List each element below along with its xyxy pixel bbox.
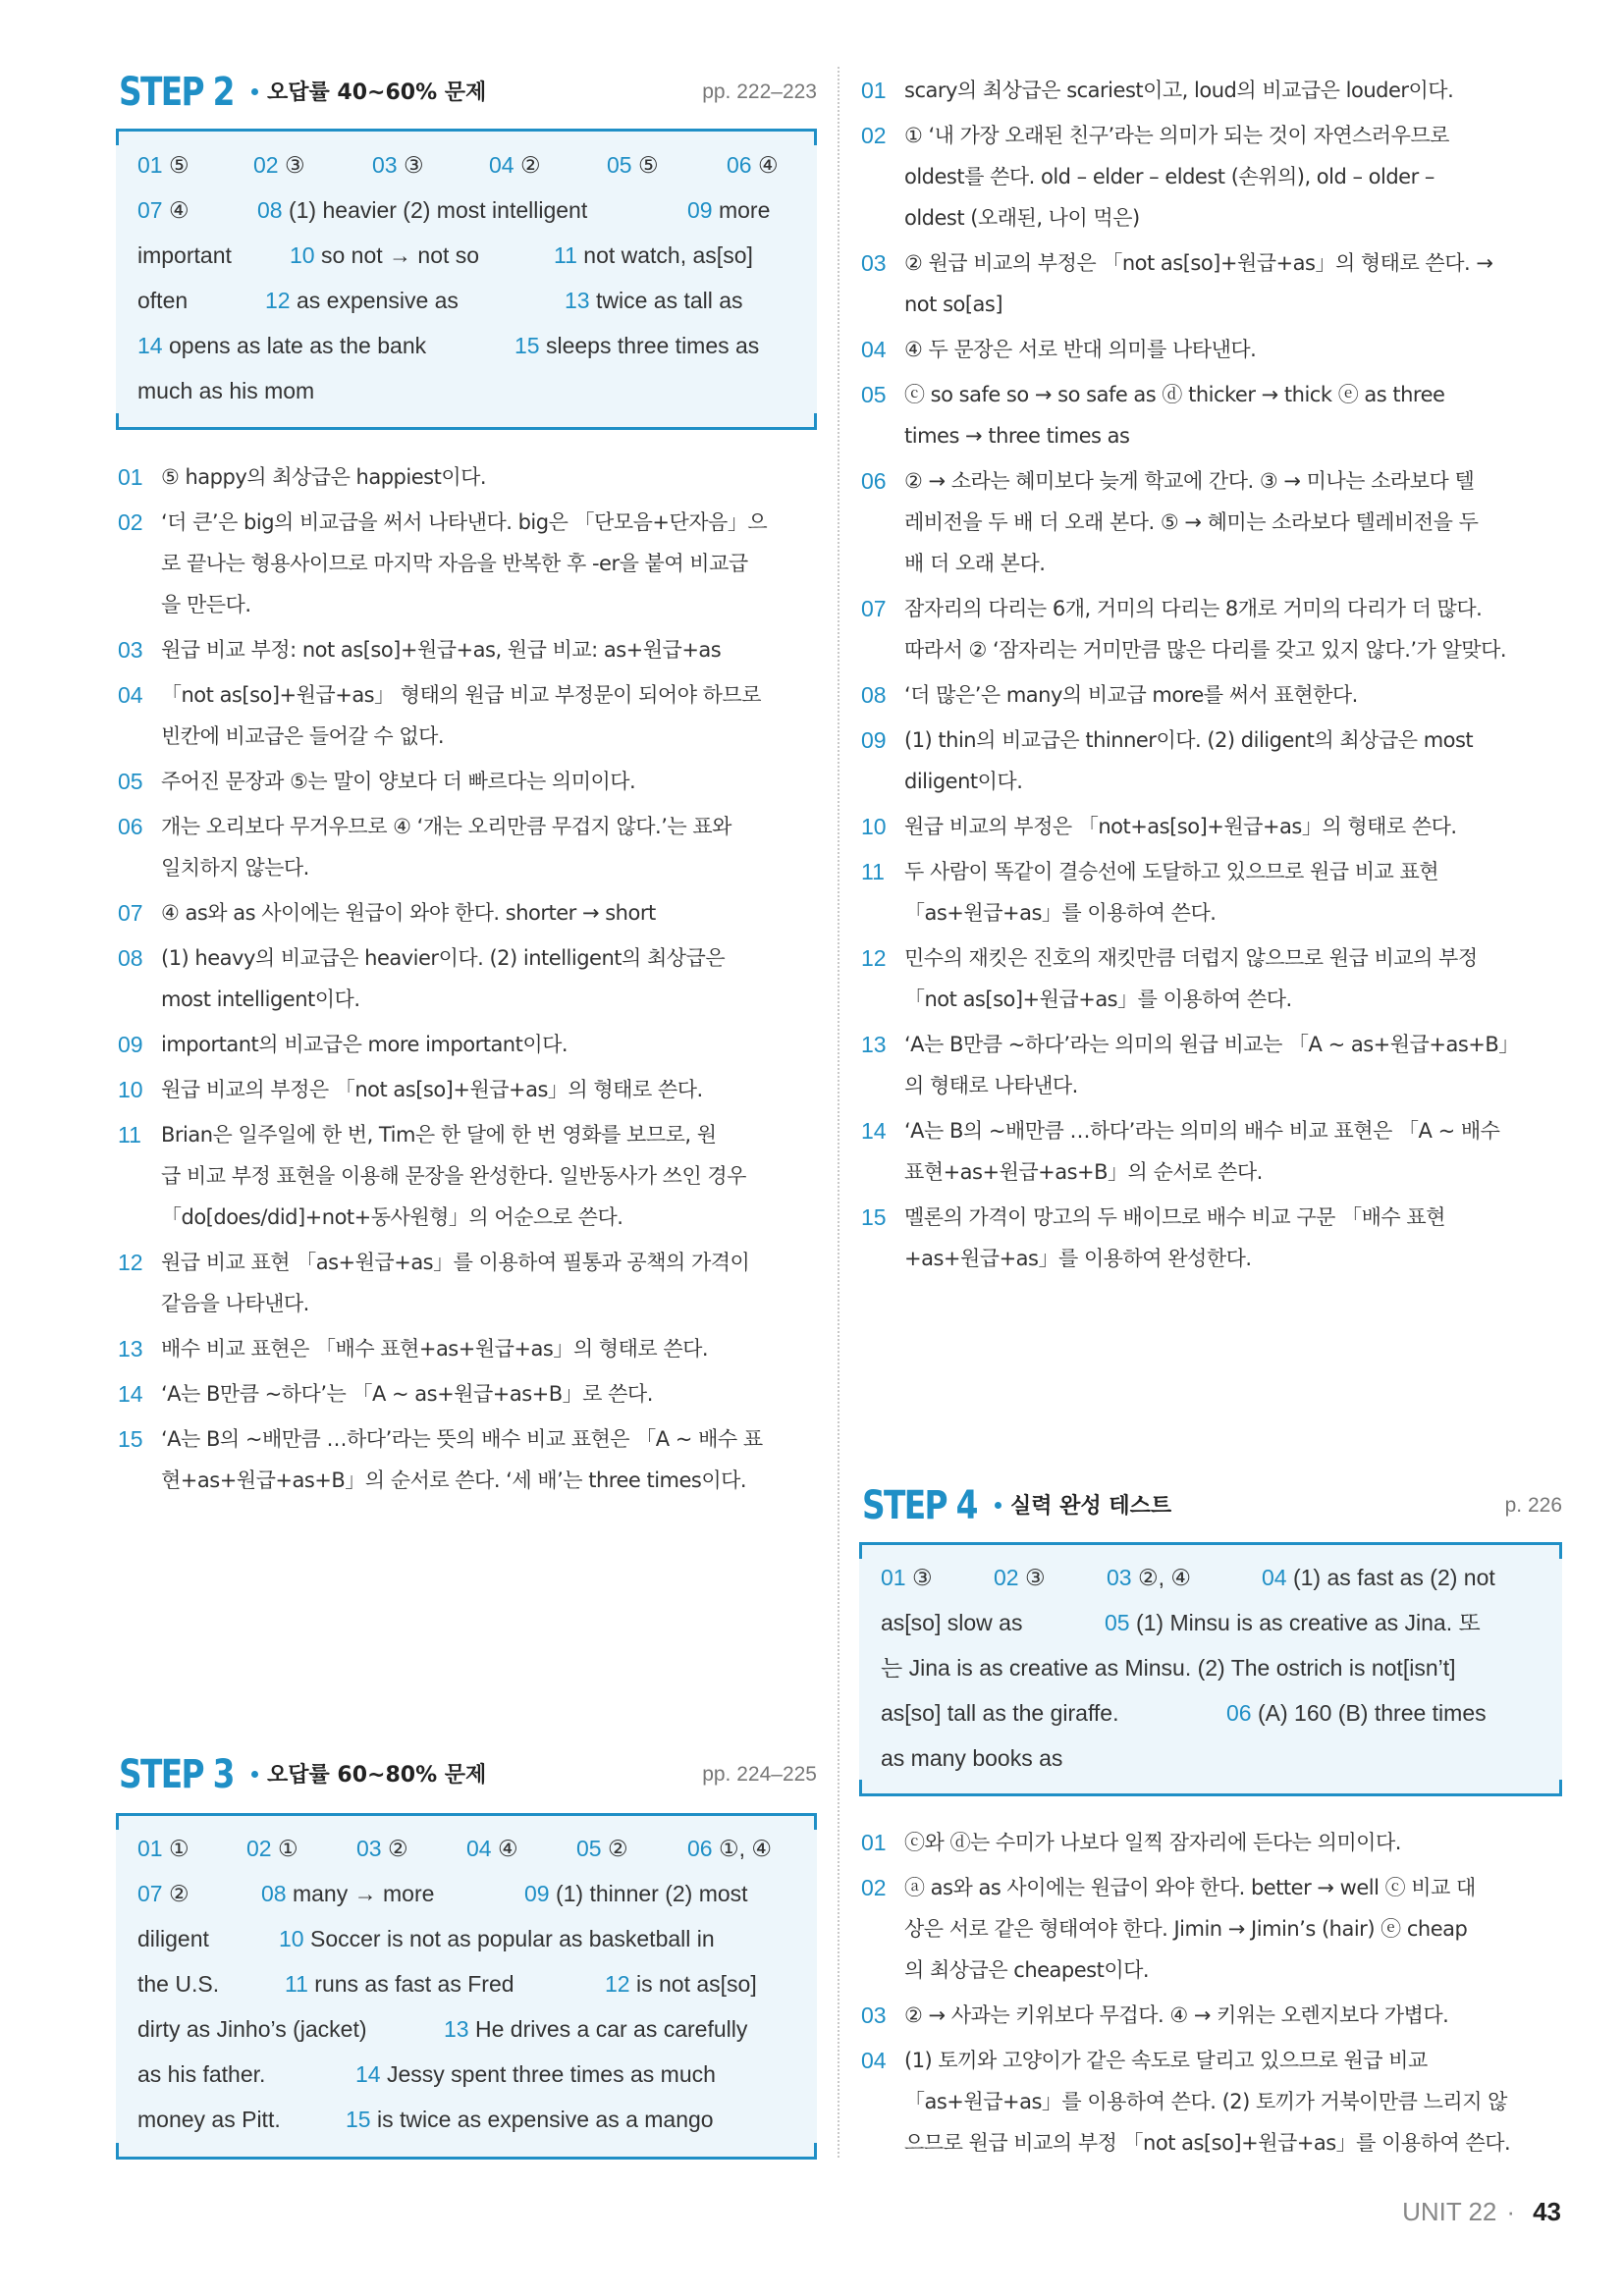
- answer-line: [881, 1690, 1541, 1735]
- explanation-item: [859, 374, 1562, 456]
- explanation-text: [161, 1024, 817, 1065]
- answer-item: 04 ④: [466, 1836, 518, 1861]
- explanation-item: [116, 1418, 817, 1501]
- explanation-number: 02: [861, 1875, 887, 1900]
- explanation-item: [859, 674, 1562, 716]
- explanation-text: [161, 1114, 817, 1238]
- explanation-line: ⓐ as와 as 사이에는 원급이 와야 한다. better → well ⓒ 비교 대: [904, 1876, 1476, 1899]
- explanation-line: diligent이다.: [904, 770, 1023, 793]
- explanation-text: [161, 1069, 817, 1110]
- explanation-line: Brian은 일주일에 한 번, Tim은 한 달에 한 번 영화를 보므로, 원: [161, 1123, 717, 1147]
- answer-line: [137, 187, 795, 233]
- explanation-line: 급 비교 부정 표현을 이용해 문장을 완성한다. 일반동사가 쓰인 경우: [161, 1164, 746, 1188]
- answer-item: 01 ①: [137, 1836, 189, 1861]
- answer-item: as many books as: [881, 1745, 1063, 1771]
- explanation-item: [859, 70, 1562, 111]
- explanation-line: ‘더 많은’은 many의 비교급 more를 써서 표현한다.: [904, 683, 1358, 707]
- explanation-item: [859, 1110, 1562, 1193]
- unit-label: UNIT 22: [1402, 2197, 1497, 2226]
- answer-item: money as Pitt.: [137, 2107, 281, 2132]
- answer-item: 03 ②: [356, 1836, 408, 1861]
- explanation-text: [904, 588, 1562, 670]
- explanation-line: 상은 서로 같은 형태여야 한다. Jimin → Jimin’s (hair) ⓔ cheap: [904, 1917, 1468, 1941]
- answer-item: 11 runs as fast as Fred: [285, 1971, 514, 1997]
- explanation-number: 15: [861, 1204, 887, 1230]
- step3-title: STEP 3: [119, 1752, 234, 1797]
- explanation-number: 07: [861, 596, 887, 621]
- explanation-number: 02: [861, 123, 887, 148]
- step2-pages: pp. 222–223: [702, 80, 817, 103]
- answer-item: 03 ③: [372, 152, 424, 178]
- explanation-item: [859, 2040, 1562, 2163]
- answer-item: 는 Jina is as creative as Minsu. (2) The ostrich is not[isn’t]: [881, 1655, 1456, 1681]
- explanation-line: ‘A는 B만큼 ~하다’라는 의미의 원급 비교는 「A ~ as+원급+as+B」: [904, 1033, 1519, 1056]
- step3-header: [116, 1749, 817, 1804]
- explanation-line: (1) heavy의 비교급은 heavier이다. (2) intelligent의 최상급은: [161, 946, 726, 970]
- answer-line: [881, 1555, 1541, 1600]
- explanation-text: [904, 1110, 1562, 1193]
- answer-line: [137, 2052, 795, 2097]
- explanation-line: 「do[does/did]+not+동사원형」의 어순으로 쓴다.: [161, 1205, 623, 1229]
- explanation-line: 잠자리의 다리는 6개, 거미의 다리는 8개로 거미의 다리가 더 많다.: [904, 597, 1483, 620]
- explanation-item: [859, 720, 1562, 802]
- step4-pages: p. 226: [1504, 1494, 1562, 1517]
- explanation-number: 12: [861, 945, 887, 971]
- step3-answer-box: [116, 1813, 817, 2160]
- answer-line: [137, 1916, 795, 1961]
- explanation-number: 14: [118, 1381, 143, 1407]
- explanation-line: 따라서 ② ‘잠자리는 거미만큼 많은 다리를 갖고 있지 않다.’가 알맞다.: [904, 638, 1507, 662]
- step2-header: [116, 67, 817, 122]
- explanation-line: 원급 비교의 부정은 「not+as[so]+원급+as」의 형태로 쓴다.: [904, 815, 1457, 838]
- explanation-line: 「as+원급+as」를 이용하여 쓴다.: [904, 901, 1217, 925]
- explanation-item: [859, 588, 1562, 670]
- explanation-line: 빈칸에 비교급은 들어갈 수 없다.: [161, 724, 445, 748]
- answer-line: [137, 142, 795, 187]
- answer-item: 05 ②: [576, 1836, 628, 1861]
- explanation-text: [904, 329, 1562, 370]
- step4-subtitle: 실력 완성 테스트: [1010, 1494, 1172, 1519]
- answer-line: [137, 1826, 795, 1871]
- answer-item: important: [137, 242, 232, 268]
- explanation-line: ⓒ와 ⓓ는 수미가 나보다 일찍 잠자리에 든다는 의미이다.: [904, 1831, 1401, 1854]
- answer-item: 12 as expensive as: [265, 288, 459, 313]
- explanation-number: 07: [118, 900, 143, 926]
- explanation-text: [904, 460, 1562, 584]
- explanation-line: 두 사람이 똑같이 결승선에 도달하고 있으므로 원급 비교 표현: [904, 860, 1439, 883]
- explanation-line: 원급 비교의 부정은 「not as[so]+원급+as」의 형태로 쓴다.: [161, 1078, 703, 1101]
- explanation-number: 03: [861, 2002, 887, 2028]
- explanation-number: 13: [118, 1336, 143, 1362]
- explanation-line: 의 최상급은 cheapest이다.: [904, 1958, 1150, 1982]
- answer-item: 12 is not as[so]: [605, 1971, 757, 1997]
- answer-item: 02 ③: [253, 152, 305, 178]
- explanation-line: oldest (오래된, 나이 먹은): [904, 206, 1140, 230]
- explanation-text: [161, 1373, 817, 1415]
- explanation-line: ② → 사과는 키위보다 무겁다. ④ → 키위는 오렌지보다 가볍다.: [904, 2003, 1449, 2027]
- step4-header: [859, 1480, 1562, 1535]
- answer-item: much as his mom: [137, 378, 315, 403]
- page-footer: [1402, 2197, 1561, 2227]
- explanation-text: [161, 629, 817, 670]
- explanation-line: 「not as[so]+원급+as」 형태의 원급 비교 부정문이 되어야 하므로: [161, 683, 762, 707]
- explanation-line: not so[as]: [904, 293, 1003, 316]
- answer-line: [881, 1600, 1541, 1645]
- answer-item: 13 He drives a car as carefully: [444, 2016, 748, 2042]
- answer-item: 11 not watch, as[so]: [554, 242, 753, 268]
- explanation-item: [859, 851, 1562, 934]
- explanation-line: oldest를 쓴다. old – elder – eldest (손위의), old – older –: [904, 165, 1435, 188]
- explanation-line: 으므로 원급 비교의 부정 「not as[so]+원급+as」를 이용하여 쓴다.: [904, 2131, 1511, 2155]
- explanation-number: 11: [861, 859, 885, 884]
- answer-item: as[so] slow as: [881, 1610, 1023, 1635]
- explanation-text: [904, 720, 1562, 802]
- answer-item: 13 twice as tall as: [565, 288, 743, 313]
- explanation-item: [116, 937, 817, 1020]
- explanation-number: 08: [118, 945, 143, 971]
- explanation-line: 원급 비교 부정: not as[so]+원급+as, 원급 비교: as+원급+as: [161, 638, 722, 662]
- explanation-line: 로 끝나는 형용사이므로 마지막 자음을 반복한 후 -er을 붙여 비교급: [161, 552, 748, 575]
- explanation-line: (1) 토끼와 고양이가 같은 속도로 달리고 있으므로 원급 비교: [904, 2049, 1428, 2072]
- explanation-line: 원급 비교 표현 「as+원급+as」를 이용하여 필통과 공책의 가격이: [161, 1251, 750, 1274]
- explanation-item: [116, 1024, 817, 1065]
- explanation-text: [904, 1024, 1562, 1106]
- explanation-item: [116, 629, 817, 670]
- answer-item: 15 sleeps three times as: [514, 333, 760, 358]
- step3-pages: pp. 224–225: [702, 1763, 817, 1786]
- explanation-line: ‘A는 B만큼 ~하다’는 「A ~ as+원급+as+B」로 쓴다.: [161, 1382, 653, 1406]
- explanation-text: [161, 1418, 817, 1501]
- explanation-line: 을 만든다.: [161, 593, 251, 616]
- explanation-item: [116, 1242, 817, 1324]
- explanation-text: [904, 1995, 1562, 2036]
- explanation-text: [904, 851, 1562, 934]
- explanation-text: [161, 456, 817, 498]
- answer-line: [137, 233, 795, 278]
- answer-line: [137, 2097, 795, 2142]
- answer-line: [137, 323, 795, 368]
- answer-item: 14 opens as late as the bank: [137, 333, 427, 358]
- page-number: 43: [1533, 2197, 1561, 2226]
- answer-item: 01 ③: [881, 1565, 933, 1590]
- explanation-line: 레비전을 두 배 더 오래 본다. ⑤ → 혜미는 소라보다 텔레비전을 두: [904, 510, 1479, 534]
- explanation-line: ④ 두 문장은 서로 반대 의미를 나타낸다.: [904, 338, 1257, 361]
- answer-item: 05 ⑤: [607, 152, 659, 178]
- explanation-number: 04: [861, 337, 887, 362]
- step4-title: STEP 4: [862, 1483, 977, 1528]
- explanation-line: ‘A는 B의 ~배만큼 …하다’라는 뜻의 배수 비교 표현은 「A ~ 배수 표: [161, 1427, 763, 1451]
- explanation-item: [116, 1328, 817, 1369]
- explanation-line: important의 비교급은 more important이다.: [161, 1033, 568, 1056]
- explanation-line: ‘A는 B의 ~배만큼 …하다’라는 의미의 배수 비교 표현은 「A ~ 배수: [904, 1119, 1500, 1143]
- explanation-item: [116, 761, 817, 802]
- step2-answer-box: [116, 129, 817, 430]
- explanation-line: 일치하지 않는다.: [161, 856, 309, 880]
- explanation-text: [904, 674, 1562, 716]
- step3-subtitle: 오답률 60~80% 문제: [267, 1763, 487, 1788]
- explanation-item: [859, 1024, 1562, 1106]
- explanation-text: [904, 115, 1562, 239]
- answer-line: [881, 1735, 1541, 1781]
- explanation-item: [859, 115, 1562, 239]
- explanation-text: [904, 374, 1562, 456]
- explanation-text: [161, 806, 817, 888]
- answer-item: the U.S.: [137, 1971, 220, 1997]
- explanation-number: 01: [861, 78, 887, 103]
- answer-item: 06 ①, ④: [687, 1836, 773, 1861]
- explanation-line: ⓒ so safe so → so safe as ⓓ thicker → thick ⓔ as three: [904, 383, 1445, 406]
- answer-item: 10 so not → not so: [290, 242, 480, 268]
- explanation-line: 현+as+원급+as+B」의 순서로 쓴다. ‘세 배’는 three times이다.: [161, 1468, 747, 1492]
- explanation-line: 민수의 재킷은 진호의 재킷만큼 더럽지 않으므로 원급 비교의 부정: [904, 946, 1478, 970]
- explanation-number: 15: [118, 1426, 143, 1452]
- explanation-text: [161, 674, 817, 757]
- explanation-number: 13: [861, 1032, 887, 1057]
- explanation-item: [116, 674, 817, 757]
- explanation-item: [116, 806, 817, 888]
- answer-item: 07 ②: [137, 1881, 189, 1906]
- answer-item: 06 (A) 160 (B) three times: [1226, 1700, 1487, 1726]
- answer-item: 04 ②: [489, 152, 541, 178]
- answer-item: 02 ③: [994, 1565, 1046, 1590]
- answer-item: 09 (1) thinner (2) most: [524, 1881, 748, 1906]
- answer-item: 14 Jessy spent three times as much: [355, 2061, 716, 2087]
- explanation-item: [859, 1197, 1562, 1279]
- answer-item: diligent: [137, 1926, 209, 1951]
- explanation-text: [161, 761, 817, 802]
- explanation-line: 표현+as+원급+as+B」의 순서로 쓴다.: [904, 1160, 1263, 1184]
- explanation-text: [904, 806, 1562, 847]
- explanation-number: 01: [861, 1830, 887, 1855]
- explanation-text: [161, 1328, 817, 1369]
- explanation-number: 08: [861, 682, 887, 708]
- explanation-line: 배수 비교 표현은 「배수 표현+as+원급+as」의 형태로 쓴다.: [161, 1337, 709, 1361]
- explanation-item: [859, 1867, 1562, 1991]
- explanation-item: [116, 1373, 817, 1415]
- explanation-number: 05: [118, 769, 143, 794]
- explanation-number: 01: [118, 464, 143, 490]
- answer-item: 04 (1) as fast as (2) not: [1262, 1565, 1495, 1590]
- answer-item: 07 ④: [137, 197, 189, 223]
- explanation-item: [859, 806, 1562, 847]
- answer-item: 05 (1) Minsu is as creative as Jina. 또: [1105, 1610, 1481, 1635]
- explanation-item: [116, 1114, 817, 1238]
- explanation-line: ⑤ happy의 최상급은 happiest이다.: [161, 465, 487, 489]
- explanation-number: 03: [118, 637, 143, 663]
- explanation-line: +as+원급+as」를 이용하여 완성한다.: [904, 1247, 1252, 1270]
- explanation-line: ② 원급 비교의 부정은 「not as[so]+원급+as」의 형태로 쓴다. →: [904, 251, 1493, 275]
- answer-line: [881, 1645, 1541, 1690]
- explanation-item: [859, 937, 1562, 1020]
- bullet-dot-icon: [251, 1771, 258, 1778]
- step2-subtitle: 오답률 40~60% 문제: [267, 80, 487, 105]
- explanation-number: 06: [118, 814, 143, 839]
- explanation-item: [859, 1822, 1562, 1863]
- explanation-line: 주어진 문장과 ⑤는 말이 양보다 더 빠르다는 의미이다.: [161, 770, 636, 793]
- explanation-item: [859, 1995, 1562, 2036]
- explanation-text: [904, 242, 1562, 325]
- explanation-line: times → three times as: [904, 424, 1130, 448]
- explanation-line: ④ as와 as 사이에는 원급이 와야 한다. shorter → short: [161, 901, 656, 925]
- step4-answer-box: [859, 1542, 1562, 1796]
- explanation-number: 09: [861, 727, 887, 753]
- explanation-line: 같음을 나타낸다.: [161, 1292, 309, 1315]
- bullet-dot-icon: [995, 1502, 1001, 1509]
- explanation-line: ② → 소라는 혜미보다 늦게 학교에 간다. ③ → 미나는 소라보다 텔: [904, 469, 1475, 493]
- explanation-number: 04: [861, 2048, 887, 2073]
- explanation-line: 「not as[so]+원급+as」를 이용하여 쓴다.: [904, 988, 1292, 1011]
- explanation-number: 11: [118, 1122, 141, 1148]
- answer-item: 10 Soccer is not as popular as basketball in: [279, 1926, 715, 1951]
- explanation-item: [116, 502, 817, 625]
- explanation-item: [859, 242, 1562, 325]
- explanation-text: [904, 70, 1562, 111]
- explanation-line: ① ‘내 가장 오래된 친구’라는 의미가 되는 것이 자연스러우므로: [904, 124, 1449, 147]
- explanation-line: 개는 오리보다 무거우므로 ④ ‘개는 오리만큼 무겁지 않다.’는 표와: [161, 815, 731, 838]
- explanation-text: [161, 892, 817, 934]
- answer-item: 02 ①: [246, 1836, 298, 1861]
- answer-item: often: [137, 288, 189, 313]
- explanation-line: (1) thin의 비교급은 thinner이다. (2) diligent의 최상급은 most: [904, 728, 1474, 752]
- explanation-text: [904, 937, 1562, 1020]
- footer-separator: ·: [1506, 2197, 1516, 2226]
- explanation-item: [116, 456, 817, 498]
- explanation-item: [859, 329, 1562, 370]
- answer-item: 03 ②, ④: [1107, 1565, 1192, 1590]
- explanation-line: 멜론의 가격이 망고의 두 배이므로 배수 비교 구문 「배수 표현: [904, 1205, 1445, 1229]
- answer-item: as[so] tall as the giraffe.: [881, 1700, 1119, 1726]
- explanation-line: 「as+원급+as」를 이용하여 쓴다. (2) 토끼가 거북이만큼 느리지 않: [904, 2090, 1507, 2113]
- explanation-number: 06: [861, 468, 887, 494]
- explanation-number: 02: [118, 509, 143, 535]
- explanation-number: 03: [861, 250, 887, 276]
- explanation-line: 의 형태로 나타낸다.: [904, 1074, 1078, 1097]
- answer-line: [137, 368, 795, 413]
- answer-item: dirty as Jinho’s (jacket): [137, 2016, 367, 2042]
- answer-item: 01 ⑤: [137, 152, 189, 178]
- explanation-text: [161, 937, 817, 1020]
- explanation-text: [904, 1822, 1562, 1863]
- explanation-number: 05: [861, 382, 887, 407]
- explanation-text: [161, 1242, 817, 1324]
- explanation-item: [116, 892, 817, 934]
- explanation-line: 배 더 오래 본다.: [904, 552, 1046, 575]
- answer-item: 09 more: [687, 197, 771, 223]
- explanation-number: 10: [861, 814, 887, 839]
- explanation-number: 12: [118, 1250, 143, 1275]
- explanation-line: most intelligent이다.: [161, 988, 360, 1011]
- explanation-text: [161, 502, 817, 625]
- explanation-text: [904, 1867, 1562, 1991]
- explanation-item: [859, 460, 1562, 584]
- bullet-dot-icon: [251, 88, 258, 95]
- explanation-text: [904, 2040, 1562, 2163]
- answer-item: 08 (1) heavier (2) most intelligent: [257, 197, 588, 223]
- answer-item: 08 many → more: [261, 1881, 435, 1906]
- explanation-number: 09: [118, 1032, 143, 1057]
- explanation-text: [904, 1197, 1562, 1279]
- answer-line: [137, 1961, 795, 2006]
- explanation-number: 14: [861, 1118, 887, 1144]
- answer-item: as his father.: [137, 2061, 266, 2087]
- step2-title: STEP 2: [119, 70, 234, 115]
- explanation-line: ‘더 큰’은 big의 비교급을 써서 나타낸다. big은 「단모음+단자음」으: [161, 510, 768, 534]
- explanation-number: 04: [118, 682, 143, 708]
- column-divider: [838, 67, 839, 2158]
- answer-line: [137, 2006, 795, 2052]
- answer-item: 15 is twice as expensive as a mango: [346, 2107, 714, 2132]
- answer-line: [137, 1871, 795, 1916]
- answer-item: 06 ④: [727, 152, 779, 178]
- explanation-line: scary의 최상급은 scariest이고, loud의 비교급은 louder이다.: [904, 79, 1454, 102]
- answer-line: [137, 278, 795, 323]
- explanation-item: [116, 1069, 817, 1110]
- explanation-number: 10: [118, 1077, 143, 1102]
